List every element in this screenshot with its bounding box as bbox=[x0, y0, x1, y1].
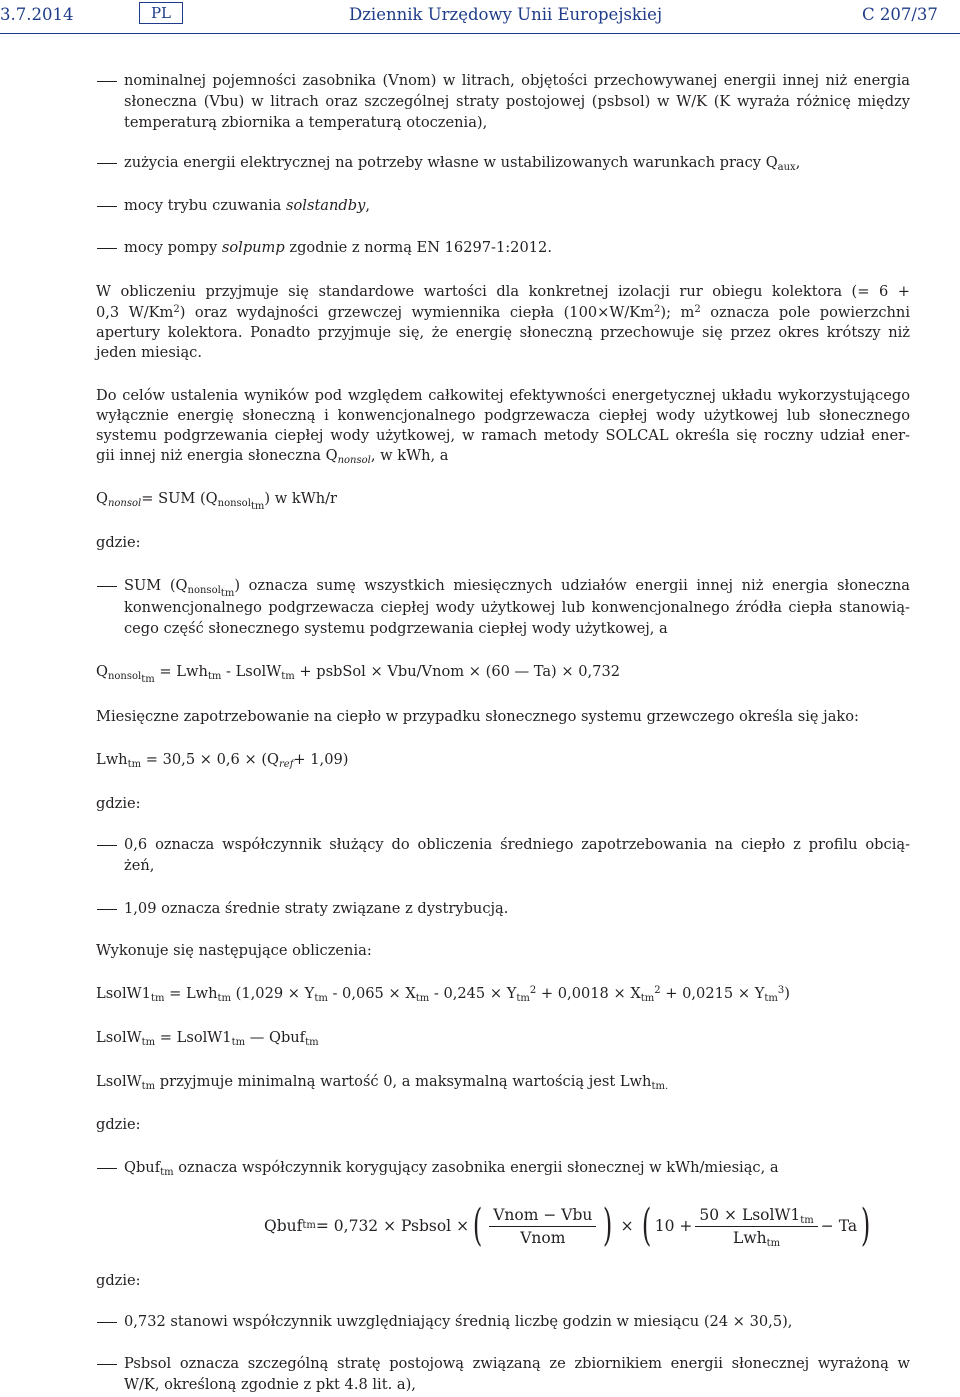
bullet-line: konwencjonalnego podgrzewacza ciepłej wody użytkowej lub konwencjonalnego źródła ciepła stanowią- bbox=[124, 599, 910, 616]
dash-bullet bbox=[97, 81, 117, 82]
dash-bullet bbox=[97, 1168, 117, 1169]
bullet-line: nominalnej pojemności zasobnika (Vnom) w litrach, objętości przechowywanej energii innej niż energia bbox=[124, 72, 910, 89]
fraction-numerator: Vnom − Vbu bbox=[489, 1206, 596, 1227]
where-label: gdzie: bbox=[96, 1116, 141, 1133]
paragraph-line: gii innej niż energia słoneczna $Q_{nonsol}$, w kWh, a bbox=[96, 447, 449, 466]
header-date: 3.7.2014 bbox=[0, 5, 74, 24]
paragraph-line: Wykonuje się następujące obliczenia: bbox=[96, 942, 372, 959]
paragraph-line: Do celów ustalenia wyników pod względem całkowitej efektywności energetycznej układu wykorzystującego bbox=[96, 387, 910, 404]
fraction-denominator: Lwh$_{tm}$ bbox=[733, 1228, 781, 1249]
header-journal-title: Dziennik Urzędowy Unii Europejskiej bbox=[349, 5, 663, 24]
header-language-badge: PL bbox=[139, 2, 183, 24]
bullet-line: W/K, określoną zgodnie z pkt 4.8 lit. a), bbox=[124, 1376, 416, 1393]
equation-qnonsol-tm: $Q_{nonsol_{tm}} = Lwh_{tm}$ - LsolW$_{tm}$ + psbSol × Vbu/Vnom × (60 — Ta) × 0,732 bbox=[96, 663, 621, 685]
page-header bbox=[0, 0, 960, 40]
paragraph-line: W obliczeniu przyjmuje się standardowe wartości dla konkretnej izolacji rur obiegu kolektora (= 6 + bbox=[96, 283, 910, 300]
open-paren: ( bbox=[641, 1200, 651, 1251]
fraction-numerator: $50 \times LsolW1_{tm}$ bbox=[695, 1206, 817, 1227]
formula-ten-plus: 10 + bbox=[654, 1217, 693, 1235]
where-label: gdzie: bbox=[96, 534, 141, 551]
paragraph-line: apertury kolektora. Ponadto przyjmuje się, że energię słoneczną przechowuje się przez okres krótszy niż bbox=[96, 324, 910, 341]
bullet-line: żeń, bbox=[124, 857, 155, 874]
header-page-number: C 207/37 bbox=[862, 5, 938, 24]
fraction-denominator: Vnom bbox=[520, 1228, 566, 1247]
dash-bullet bbox=[97, 163, 117, 164]
close-paren: ) bbox=[603, 1200, 613, 1251]
bullet-line: 0,732 stanowi współczynnik uwzględniający średnią liczbę godzin w miesiącu (24 × 30,5), bbox=[124, 1313, 793, 1330]
dash-bullet bbox=[97, 248, 117, 249]
paragraph-line: Miesięczne zapotrzebowanie na ciepło w przypadku słonecznego systemu grzewczego określa się jako: bbox=[96, 708, 859, 725]
formula-minus-ta: − Ta bbox=[820, 1217, 858, 1235]
paragraph-line: wyłącznie energię słoneczną i konwencjonalnego podgrzewacza ciepłej wody użytkowej lub słonecznego bbox=[96, 407, 910, 424]
bullet-line: mocy trybu czuwania solstandby, bbox=[124, 197, 370, 214]
header-rule bbox=[0, 33, 960, 34]
close-paren: ) bbox=[860, 1200, 871, 1251]
formula-coefficient: = 0,732 × Psbsol × bbox=[315, 1217, 470, 1235]
dash-bullet bbox=[97, 586, 117, 587]
paragraph-line: 0,3 W/Km$^2$) oraz wydajności grzewczej wymiennika ciepła $(100\times W/Km^2)$; $m^2$ oznacza pole powierzchni bbox=[96, 304, 910, 321]
dash-bullet bbox=[97, 845, 117, 846]
open-paren: ( bbox=[472, 1200, 483, 1251]
equation-lwh: $Lwh_{tm} = 30,5 \times 0,6 \times (Q_{ref}+ 1,09)$ bbox=[96, 751, 349, 770]
bullet-line: Psbsol oznacza szczególną stratę postojową związaną ze zbiornikiem energii słonecznej wyrażoną w bbox=[124, 1355, 910, 1372]
bullet-line: 0,6 oznacza współczynnik służący do obliczenia średniego zapotrzebowania na ciepło z profilu obcią- bbox=[124, 836, 910, 853]
equation-qnonsol: $Q_{nonsol}=$ SUM $(Q_{nonsol_{tm}})$ w kWh/r bbox=[96, 490, 338, 512]
bullet-line: Qbuf$_{tm}$ oznacza współczynnik korygujący zasobnika energii słonecznej w kWh/miesiąc, a bbox=[124, 1159, 779, 1178]
bullet-line: zużycia energii elektrycznej na potrzeby własne w ustabilizowanych warunkach pracy $Q_{aux}$, bbox=[124, 154, 801, 173]
times-sign: × bbox=[620, 1217, 634, 1235]
formula-lhs: Qbuf bbox=[264, 1217, 303, 1235]
paragraph-line: jeden miesiąc. bbox=[96, 344, 202, 361]
where-label: gdzie: bbox=[96, 795, 141, 812]
bullet-line: słoneczna (Vbu) w litrach oraz szczególnej straty postojowej (psbsol) w W/K (K wyraża różnicę między bbox=[124, 93, 910, 110]
bullet-line: mocy pompy solpump zgodnie z normą EN 16297-1:2012. bbox=[124, 239, 552, 256]
fraction-lsolw bbox=[695, 1206, 817, 1247]
dash-bullet bbox=[97, 1322, 117, 1323]
bullet-line: cego część słonecznego systemu podgrzewania ciepłej wody użytkowej, a bbox=[124, 620, 668, 637]
equation-lsolw: LsolW$_{tm}$ = $LsolW1_{tm}$ — Qbuf$_{tm}$ bbox=[96, 1029, 319, 1048]
paragraph-line: LsolW$_{tm}$ przyjmuje minimalną wartość 0, a maksymalną wartością jest Lwh$_{tm.}$ bbox=[96, 1073, 669, 1092]
equation-lsolw1: $LsolW1_{tm} = Lwh_{tm}$ $(1,029 \times Y_{tm} - 0,065 \times X_{tm} - 0,245 \times Y_{tm}^2 + 0,0018 \times X_{tm}^2 + 0,0215 \times Y_{tm}^3)$ bbox=[96, 985, 790, 1004]
bullet-line: temperaturą zbiornika a temperaturą otoczenia), bbox=[124, 114, 488, 131]
paragraph-line: systemu podgrzewania ciepłej wody użytkowej, w ramach metody SOLCAL określa się roczny udział ener- bbox=[96, 427, 910, 444]
dash-bullet bbox=[97, 909, 117, 910]
bullet-line: SUM $(Q_{nonsol_{tm}})$ oznacza sumę wszystkich miesięcznych udziałów energii innej niż energia słoneczna bbox=[124, 577, 910, 599]
dash-bullet bbox=[97, 206, 117, 207]
equation-qbuf: Qbuf tm = 0,732 × Psbsol × ( $\frac{\text{Vnom − Vbu}}{\text{Vnom}}$ ) × ( 10 + $\frac{50 \times LsolW1_{tm}}{Lwh_{tm}}$ − Ta ) bbox=[264, 1200, 871, 1251]
dash-bullet bbox=[97, 1364, 117, 1365]
fraction-vnom bbox=[489, 1206, 596, 1247]
where-label: gdzie: bbox=[96, 1272, 141, 1289]
bullet-line: 1,09 oznacza średnie straty związane z dystrybucją. bbox=[124, 900, 509, 917]
